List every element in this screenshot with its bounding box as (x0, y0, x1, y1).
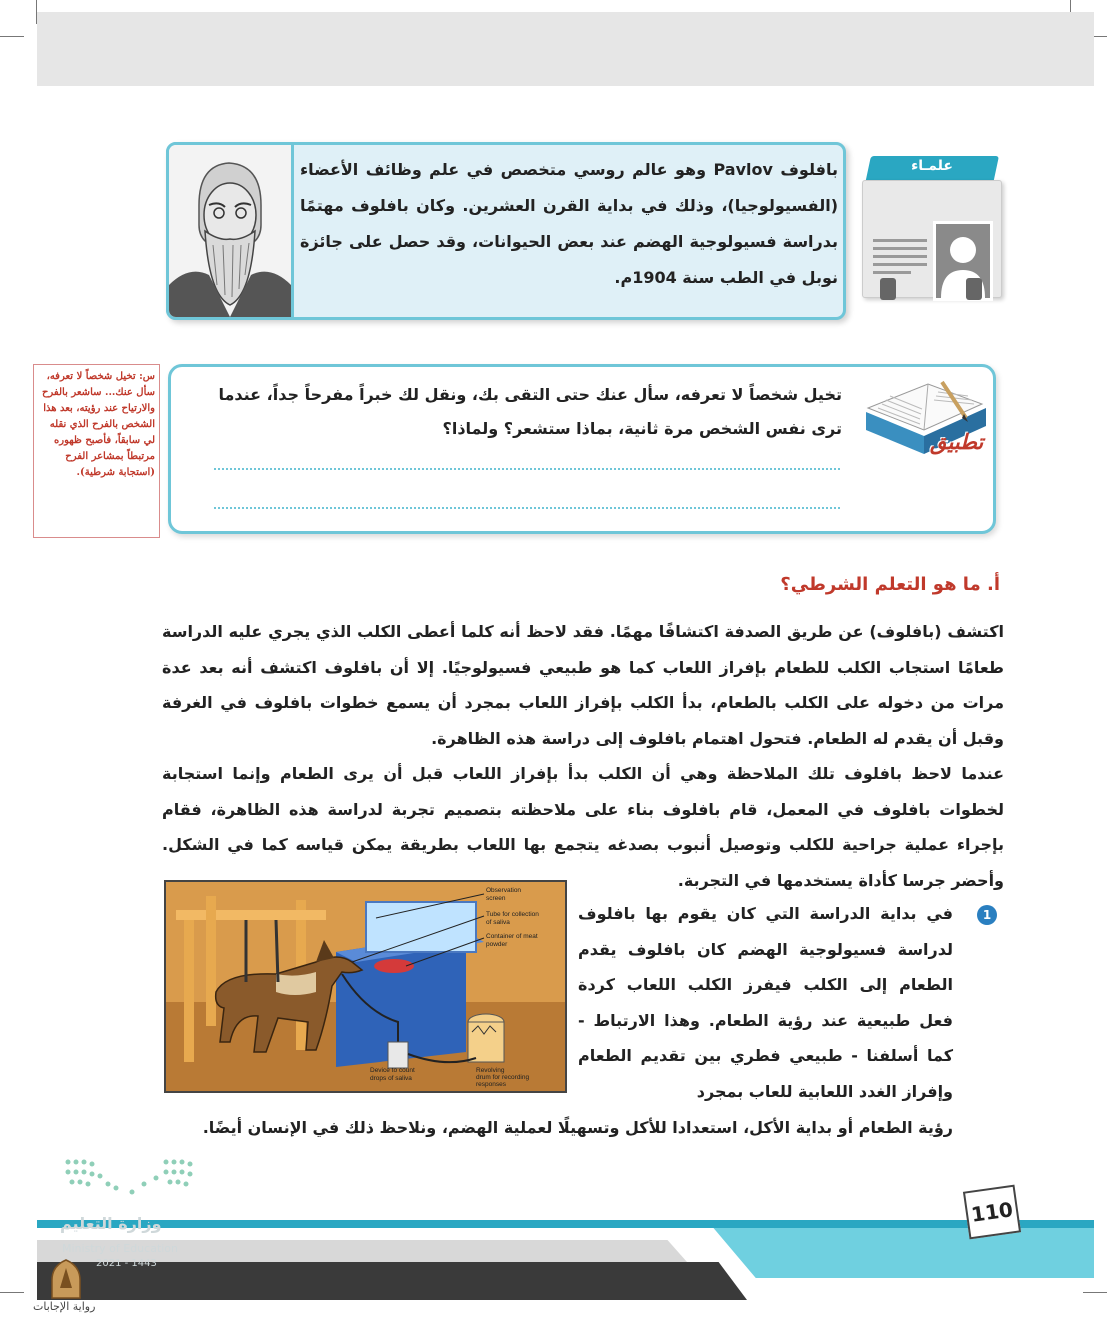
handwritten-answer: س: تخيل شخصاً لا تعرفه، سأل عنك... ساشعر بالفرح والارتياح عند رؤيته، بعد هذا الشخص بالفرح الذي نقله لي سابقاً، فأصبح ظهوره مرتبطاً بمشاعر الفرح (استجابة شرطية). (33, 364, 160, 538)
bullet-number: 1 (977, 905, 997, 925)
label-tube: Tube for collection (486, 911, 539, 918)
clip-icon (880, 278, 896, 300)
paragraph-1: اكتشف (بافلوف) عن طريق الصدفة اكتشافًا مهمًا. فقد لاحظ أنه كلما أعطى الكلب الذي يجري عليه الدراسة طعامًا استجاب الكلب للطعام بإفراز اللعاب كما هو طبيعي فسيولوجيًا. إلا أن بافلوف اكتشف أنه بعد عدة مرات من دخوله على الكلب بالطعام، بدأ الكلب بإفراز اللعاب بمجرد أن يسمع خطوات بافلوف في الغرفة وقبل أن يقدم له الطعام. فتحول اهتمام بافلوف إلى دراسة هذه الظاهرة. (162, 622, 1004, 748)
answer-line-1 (214, 468, 840, 470)
footer-band (37, 1220, 1094, 1228)
ministry-name-en: Ministry of Education (62, 1242, 179, 1255)
svg-text:of saliva: of saliva (486, 919, 510, 926)
pavlov-portrait (166, 142, 294, 320)
label-observation: Observation (486, 887, 522, 894)
application-text: تخيل شخصاً لا تعرفه، سأل عنك حتى التقى بك، ونقل لك خبراً مفرحاً جداً، عندما ترى نفس الشخص مرة ثانية، بماذا ستشعر؟ ولماذا؟ (218, 385, 842, 438)
scientist-text: بافلوف Pavlov وهو عالم روسي متخصص في علم وظائف الأعضاء (الفسيولوجيا)، وذلك في بداية القرن العشرين. وكان بافلوف مهتمًا بدراسة فسيولوجية الهضم عند بعض الحيوانات، وقد حصل على جائزة نوبل في الطب سنة 1904م. (300, 160, 838, 287)
badge-label: علمـاء (911, 158, 953, 174)
svg-text:powder: powder (486, 941, 508, 948)
paragraph-2: عندما لاحظ بافلوف تلك الملاحظة وهي أن الكلب بدأ بإفراز اللعاب قبل أن يرى الطعام وإنما استجابة لخطوات بافلوف في المعمل، قام بافلوف بناء على ملاحظته بتصميم تجربة لدراسة هذه الظاهرة، فقام بإجراء عملية جراحية للكلب وتوصيل أنبوب بصدغه يتجمع بها اللعاب بطريقة يمكن قياسه كما في الشكل. وأحضر جرسا كأداة يستخدمها في التجربة. (162, 764, 1004, 890)
answer-line-2 (214, 507, 840, 509)
ministry-year: 2021 - 1443 (96, 1258, 157, 1269)
watermark-text: رواية الإجابات (33, 1300, 96, 1313)
scientists-badge (862, 156, 1002, 306)
clip-icon (966, 278, 982, 300)
card-lines-icon (873, 239, 927, 279)
label-container: Container of meat (486, 933, 538, 940)
svg-text:responses: responses (476, 1081, 506, 1088)
crop-mark (0, 1292, 24, 1293)
crop-mark (0, 36, 24, 37)
svg-text:drum for recording: drum for recording (476, 1074, 530, 1081)
label-device: Device to count (370, 1067, 415, 1074)
page-number: 110 (963, 1185, 1021, 1240)
header-bar (37, 12, 1094, 86)
application-label: تطبيق (930, 430, 984, 454)
side-paragraph: في بداية الدراسة التي كان يقوم بها بافلوف لدراسة فسيولوجية الهضم كان بافلوف يقدم الطعام إلى الكلب فيفرز الكلب اللعاب كردة فعل طبيعية عند رؤية الطعام. وهذا الارتباط - كما أسلفنا - طبيعي فطري بين تقديم الطعام وإفراز الغدد اللعابية للعاب بمجرد (578, 904, 953, 1101)
crop-mark (1083, 1292, 1107, 1293)
svg-text:screen: screen (486, 895, 506, 902)
svg-text:drops of saliva: drops of saliva (370, 1075, 412, 1082)
watermark-logo-icon (46, 1258, 86, 1300)
section-title: أ. ما هو التعلم الشرطي؟ (780, 574, 1000, 595)
closing-line: رؤية الطعام أو بداية الأكل، استعدادا للأكل وتسهيلًا لعملية الهضم، ونلاحظ ذلك في الإنسان أيضًا. (202, 1118, 953, 1137)
avatar-icon (933, 221, 993, 301)
ministry-name-ar: وزارة التعليم (60, 1214, 162, 1233)
pavlov-experiment-figure (164, 880, 567, 1093)
ministry-logo-icon (62, 1156, 196, 1204)
label-drum: Revolving (476, 1067, 505, 1074)
